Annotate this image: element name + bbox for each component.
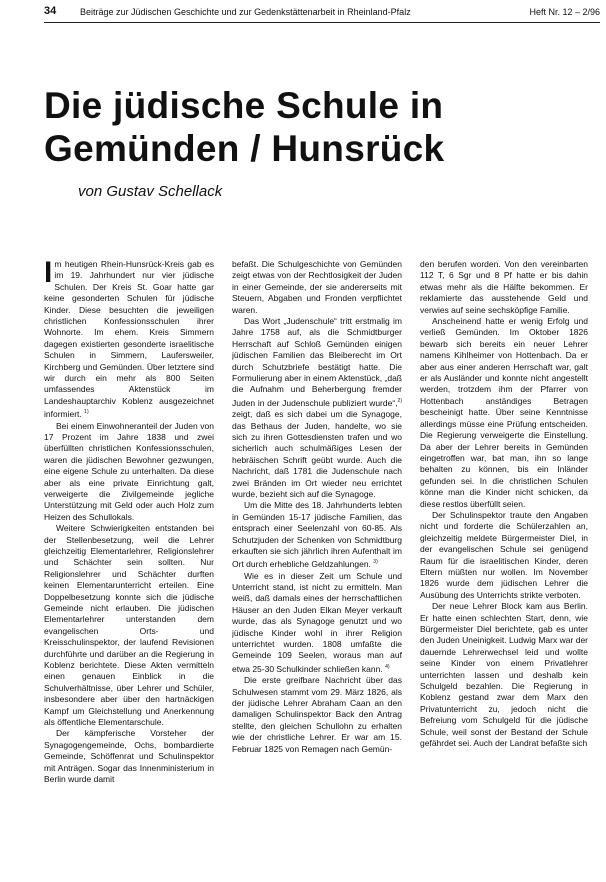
- paragraph: [232, 571, 402, 675]
- page-number: 34: [44, 5, 57, 17]
- paragraph: Der neue Lehrer Block kam aus Berlin. Er hatte einen schlechten Start, denn, wie Bürgermeister Diel berichtete, gab es unter den Juden Uneinigkeit. Ludwig Marx war der dauernde Lehrerwechsel leid und wollte seine Kinder von einem Privatlehrer unterrichten lassen und deshalb kein Schulgeld bezahlen. Die Regierung in Koblenz gestand zwar dem Marx den Privatunterricht zu, jedoch nicht die Befreiung vom Schulgeld für die jüdische Schule, weil sonst der Bestand der Schule gefährdet sei. Auch der Landrat befaßte sich: [420, 601, 588, 749]
- text-column-3: [420, 259, 588, 879]
- paragraph: befaßt. Die Schulgeschichte von Gemünden zeigt etwas von der Rechtlosigkeit der Juden in einer Gemeinde, der sie andererseits mit Steuern, Abgaben und Fronden verpflichtet waren.: [232, 259, 402, 315]
- running-title: Beiträge zur Jüdischen Geschichte und zur Gedenkstättenarbeit in Rheinland-Pfalz: [80, 7, 411, 17]
- paragraph-text: Das Wort „Judenschule“ tritt erstmalig im Jahre 1758 auf, als die Schmidtburger Herrschaft auf Schloß Gemünden einigen jüdischen Familien das Bleiberecht im Ort durch Schutzbriefe bestätigt hatte. Die Formulierung aber in einem Aktenstück, „daß die Aufnahm und Beherbergung fremder Juden in der Judenschule publiziert wurde“,: [232, 316, 402, 408]
- paragraph: [44, 259, 214, 421]
- drop-cap: I: [44, 259, 53, 289]
- article-author: von Gustav Schellack: [78, 183, 223, 200]
- article-title: [44, 84, 584, 170]
- paragraph: Anscheinend hatte er wenig Erfolg und verließ Gemünden. Im Oktober 1826 bewarb sich bereits ein neuer Lehrer namens Kihlheimer von Hottenbach. Da er aber aus einer anderen Herrschaft war, galt er als Ausländer und konnte nicht angestellt werden, trotzdem ihm der Pfarrer von Hottenbach anständiges Betragen bescheinigt hatte. Über seine Kenntnisse allerdings müsse eine Prüfung entscheiden. Die Regierung verweigerte die Einstellung. Da aber der Lehrer bereits in Gemünden eingetroffen war, bat man, ihn so lange behalten zu können, bis ein Inländer gefunden sei. In die christlichen Schulen könne man die Kinder nicht schicken, da diese restlos überfüllt seien.: [420, 316, 588, 509]
- text-column-2: [232, 259, 402, 879]
- paragraph: Bei einem Einwohneranteil der Juden von 17 Prozent im Jahre 1838 und zwei überfüllten christlichen Konfessionsschulen, waren die jüdischen Bewohner gezwungen, eine eigene Schule zu unterhalten. Da diese aber als eine private Einrichtung galt, verweigerte die Zivilgemeinde jegliche Unterstützung mit Geld oder auch Holz zum Heizen des Schullokals.: [44, 420, 214, 522]
- footnote-ref: 3): [373, 559, 378, 566]
- footnote-ref: 2): [397, 397, 402, 404]
- running-header: [44, 6, 600, 22]
- paragraph-text: Um die Mitte des 18. Jahrhunderts lebten in Gemünden 15-17 jüdische Familien, das entsprach einer Seelenzahl von 60-85. Als Schutzjuden der Schenken von Schmidtburg erkauften sie sich jährlich ihren Aufenthalt im Ort durch erhebliche Geldzahlungen.: [232, 500, 402, 570]
- footnote-ref: 4): [385, 663, 390, 670]
- text-column-1: [44, 259, 214, 879]
- header-rule: [44, 22, 600, 23]
- paragraph: Der Schulinspektor traute den Angaben nicht und forderte die Schülerzahlen an, gleichzeitig meldete Bürgermeister Diel, in der evangelischen Schule sei genügend Raum für die israelitischen Kinder, deren Eltern müßten nur wollen. Im November 1826 wurde dem jüdischen Lehrer die Ausübung des Unterrichts strikte verboten.: [420, 509, 588, 600]
- paragraph-text: zeigt, daß es sich dabei um die Synagoge, das Bethaus der Juden, handelte, wo sie sich zu ihren Gottesdiensten trafen und wo sicherlich auch schulmäßiges Lesen der hebräischen Schrift geübt wurde. Auch die Nachricht, daß 1781 die Judenschule nach zwei Bränden im Ort wieder neu errichtet wurde, bezieht sich auf die Synagoge.: [232, 409, 402, 499]
- footnote-ref: 1): [84, 409, 89, 416]
- paragraph-text: m heutigen Rhein-Hunsrück-Kreis gab es im 19. Jahrhundert nur vier jüdische Schulen. Der Kreis St. Goar hatte gar keine gesonderten Schulen für jüdische Kinder. Diese besuchten die jeweiligen christlichen Konfessionsschulen ihrer Wohnorte. Im ehem. Kreis Simmern dagegen existierten gesonderte israelitische Schulen in Simmern, Laufersweiler, Kirchberg und Gemünden. Über letztere sind wir durch ein mehr als 800 Seiten umfassendes Aktenstück im Landeshauptarchiv Koblenz ausgezeichnet informiert.: [44, 259, 214, 420]
- paragraph: Weitere Schwierigkeiten entstanden bei der Stellenbesetzung, weil die Lehrer gleichzeitig Elementarlehrer, Religionslehrer und Schächter sein sollten. Nur Religionslehrer und Schächter durften keinen Elementarunterricht erteilen. Eine Doppelbesetzung konnte sich die jüdische Gemeinde nicht erlauben. Die jüdischen Elementarlehrer unterstanden dem evangelischen Orts- und Kreisschulinspektor, der laufend Revisionen durchführte und darüber an die Regierung in Koblenz berichtete. Diese Akten vermitteln einen genauen Einblick in die Schulverhältnisse, über Lehrer und Schüler, insbesondere aber über den hartnäckigen Kampf um Gleichstellung und Anerkennung als öffentliche Elementarschule.: [44, 523, 214, 728]
- paragraph: den berufen worden. Von den vereinbarten 112 T, 6 Sgr und 8 Pf hatte er bis dahin etwas mehr als die Hälfte bekommen. Er reklamierte das ausstehende Geld und verwies auf seine sechsköpfige Familie.: [420, 259, 588, 315]
- title-line-1: Die jüdische Schule in: [44, 85, 444, 126]
- paragraph: [232, 316, 402, 500]
- paragraph-text: Wie es in dieser Zeit um Schule und Unterricht stand, ist nicht zu ermitteln. Man weiß, daß damals eines der herrschaftlichen Häuser an den Juden Elkan Meyer verkauft wurde, das als Synagoge genutzt und wo jüdische Kinder wohl in ihrer Religion unterrichtet wurden. 1808 umfaßte die Gemeinde 109 Seelen, woraus man auf etwa 25-30 Schulkinder schließen kann.: [232, 570, 402, 674]
- title-line-2: Gemünden / Hunsrück: [44, 128, 445, 169]
- paragraph: Die erste greifbare Nachricht über das Schulwesen stammt vom 29. März 1826, als der jüdische Lehrer Abraham Caan an den damaligen Schulinspektor Back den Antrag stellte, den gleichen Schullohn zu erhalten wie der christliche Lehrer. Er war am 15. Februar 1825 von Remagen nach Gemün-: [232, 675, 402, 754]
- paragraph: Der kämpferische Vorsteher der Synagogengemeinde, Ochs, bombardierte Gemeinde, Schöffenrat und Schulinspektor mit Anträgen. Sogar das Innenministerium in Berlin wurde damit: [44, 728, 214, 785]
- issue-label: Heft Nr. 12 – 2/96: [529, 7, 600, 17]
- paragraph: [232, 500, 402, 570]
